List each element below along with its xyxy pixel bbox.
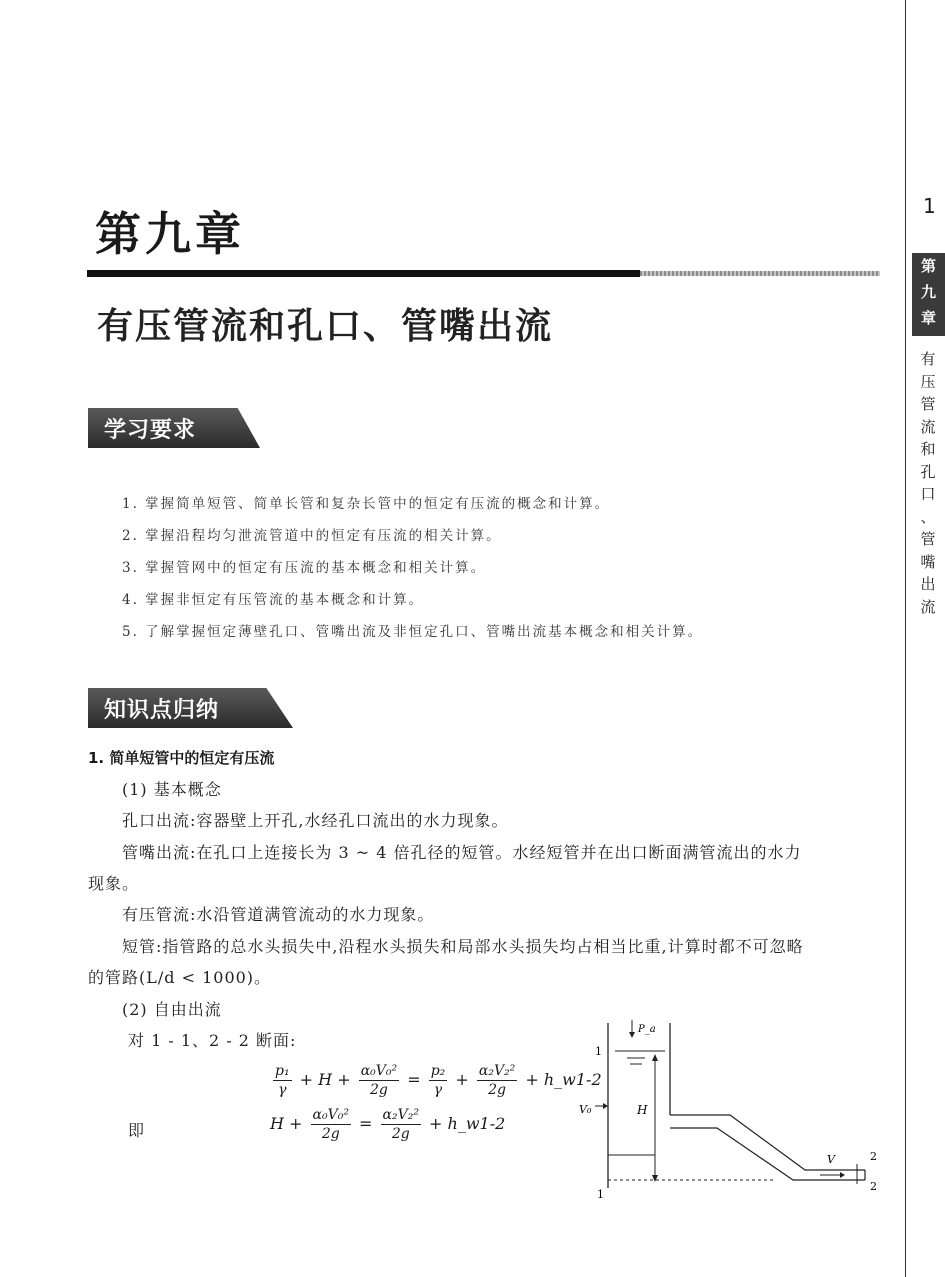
knowledge-banner — [88, 688, 293, 728]
chapter-tab — [912, 253, 945, 336]
chapter-rule-gray — [640, 271, 880, 276]
knowledge-heading: 知识点归纳 — [104, 698, 220, 723]
vertical-char: 出 — [920, 575, 936, 593]
requirement-item: 3. 掌握管网中的恒定有压流的基本概念和相关计算。 — [122, 560, 487, 576]
paragraph: 短管:指管路的总水头损失中,沿程水头损失和局部水头损失均占相当比重,计算时都不可忽略 — [122, 937, 804, 956]
vertical-char: 、 — [920, 507, 936, 526]
chapter-number: 第九章 — [95, 207, 245, 261]
vertical-char: 和 — [920, 440, 936, 458]
paragraph: 现象。 — [88, 874, 140, 893]
label-section-2: 2 — [870, 1150, 877, 1163]
sidebar-vertical-title — [914, 348, 942, 618]
free-outflow-diagram — [575, 1018, 885, 1208]
equation-energy: $\frac{\text{p₁}}{\gamma}$ + H + $\frac{\text{α₀V₀²}}{2g}$ = $\frac{\text{p₂}}{\gamma}$ + $\frac{\text{α₂V₂²}}{2g}$ + h_w1-2 — [275, 1063, 602, 1098]
sidebar-divider — [905, 0, 906, 1277]
requirement-item: 1. 掌握简单短管、简单长管和复杂长管中的恒定有压流的概念和计算。 — [122, 496, 611, 512]
chapter-tab-char: 章 — [920, 309, 936, 327]
label-section-1: 1 — [597, 1188, 604, 1201]
chapter-tab-char: 九 — [920, 283, 936, 301]
page-number: 1 — [923, 194, 936, 218]
requirements-heading: 学习要求 — [104, 418, 197, 443]
label-h: H — [637, 1103, 648, 1117]
label-section-2: 2 — [870, 1180, 877, 1193]
fraction: $\frac{\text{α₀V₀²}}{2g}$ — [360, 1063, 398, 1098]
vertical-char: 管 — [920, 395, 936, 413]
paragraph: 孔口出流:容器壁上开孔,水经孔口流出的水力现象。 — [122, 811, 509, 830]
fraction: $\frac{\text{α₂V₂²}}{2g}$ — [478, 1063, 516, 1098]
vertical-char: 流 — [920, 597, 936, 616]
pipe-top — [670, 1115, 865, 1170]
requirement-item: 5. 了解掌握恒定薄壁孔口、管嘴出流及非恒定孔口、管嘴出流基本概念和相关计算。 — [122, 624, 704, 640]
requirements-banner — [88, 408, 260, 448]
chapter-title: 有压管流和孔口、管嘴出流 — [97, 306, 554, 347]
paragraph: 即 — [128, 1121, 146, 1140]
label-pa: P_a — [638, 1024, 656, 1035]
label-section-1: 1 — [595, 1045, 602, 1058]
paragraph: 的管路(L/d < 1000)。 — [88, 968, 272, 987]
vertical-char: 嘴 — [920, 552, 936, 571]
equation-simplified: H + $\frac{\text{α₀V₀²}}{2g}$ = $\frac{\text{α₂V₂²}}{2g}$ + h_w1-2 — [270, 1107, 506, 1142]
paragraph: 有压管流:水沿管道满管流动的水力现象。 — [122, 905, 435, 924]
paragraph: 管嘴出流:在孔口上连接长为 3 ~ 4 倍孔径的短管。水经短管并在出口断面满管流出的水力 — [122, 843, 802, 862]
fraction: $\frac{\text{α₀V₀²}}{2g}$ — [312, 1107, 349, 1142]
paragraph: 对 1 - 1、2 - 2 断面: — [128, 1031, 297, 1050]
vertical-char: 口 — [920, 485, 936, 503]
fraction: $\frac{\text{p₂}}{\gamma}$ — [430, 1063, 446, 1098]
vertical-char: 流 — [920, 417, 936, 436]
vertical-char: 管 — [920, 530, 936, 548]
chapter-rule-dark — [87, 270, 640, 277]
label-v: V — [827, 1153, 835, 1166]
requirement-item: 2. 掌握沿程均匀泄流管道中的恒定有压流的相关计算。 — [122, 528, 502, 544]
vertical-char: 压 — [920, 372, 936, 391]
vertical-char: 有 — [920, 350, 936, 368]
label-v0: V₀ — [579, 1103, 592, 1116]
section-title: 1. 简单短管中的恒定有压流 — [88, 749, 275, 767]
requirement-item: 4. 掌握非恒定有压管流的基本概念和计算。 — [122, 592, 425, 608]
subheading: (1) 基本概念 — [122, 780, 222, 799]
chapter-tab-char: 第 — [920, 257, 936, 275]
vertical-char: 孔 — [920, 462, 936, 481]
pipe-bottom — [670, 1128, 865, 1180]
subheading: (2) 自由出流 — [122, 1000, 222, 1019]
fraction: $\frac{\text{α₂V₂²}}{2g}$ — [382, 1107, 419, 1142]
fraction: $\frac{\text{p₁}}{\gamma}$ — [275, 1063, 290, 1098]
